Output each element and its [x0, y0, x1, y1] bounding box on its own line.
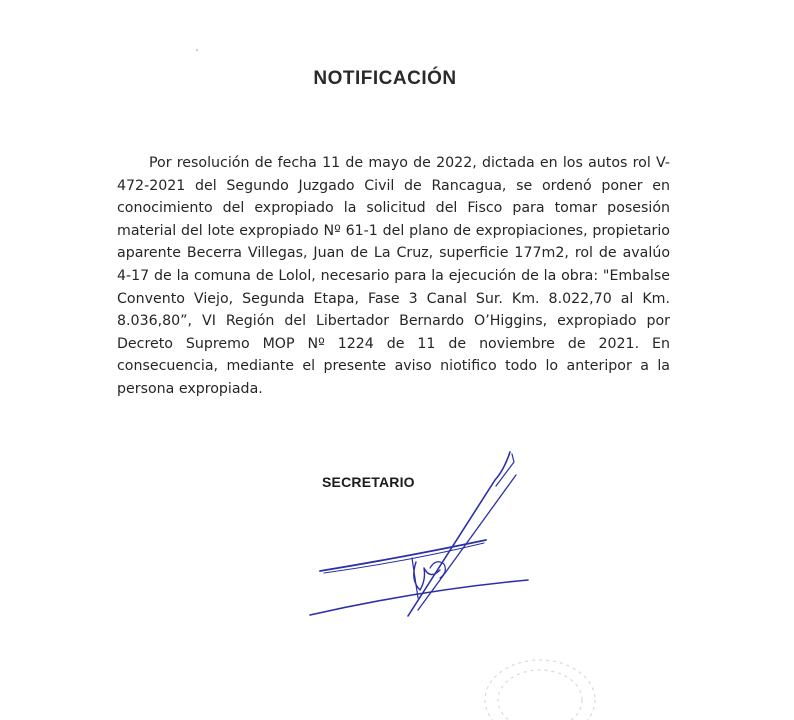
faded-stamp — [470, 640, 600, 720]
document-title: NOTIFICACIÓN — [313, 68, 457, 89]
handwritten-signature — [290, 440, 550, 630]
paper-speck — [196, 49, 198, 51]
notification-body: Por resolución de fecha 11 de mayo de 2022, dictada en los autos rol V-472-2021 del Segundo Juzgado Civil de Rancagua, se ordenó poner en conocimiento del expropiado la solicitud del Fisco para tomar posesión material del lote expropiado Nº 61-1 del plano de expropiaciones, propietario aparente Becerra Villegas, Juan de La Cruz, superficie 177m2, rol de avalúo 4-17 de la comuna de Lolol, necesario para la ejecución de la obra: "Embalse Convento Viejo, Segunda Etapa, Fase 3 Canal Sur. Km. 8.022,70 al Km. 8.036,80”, VI Región del Libertador Bernardo O’Higgins, expropiado por Decreto Supremo MOP Nº 1224 de 11 de noviembre de 2021. En consecuencia, mediante el presente aviso niotifico todo lo anteripor a la persona expropiada. — [117, 155, 670, 397]
signer-title: SECRETARIO — [322, 474, 415, 490]
